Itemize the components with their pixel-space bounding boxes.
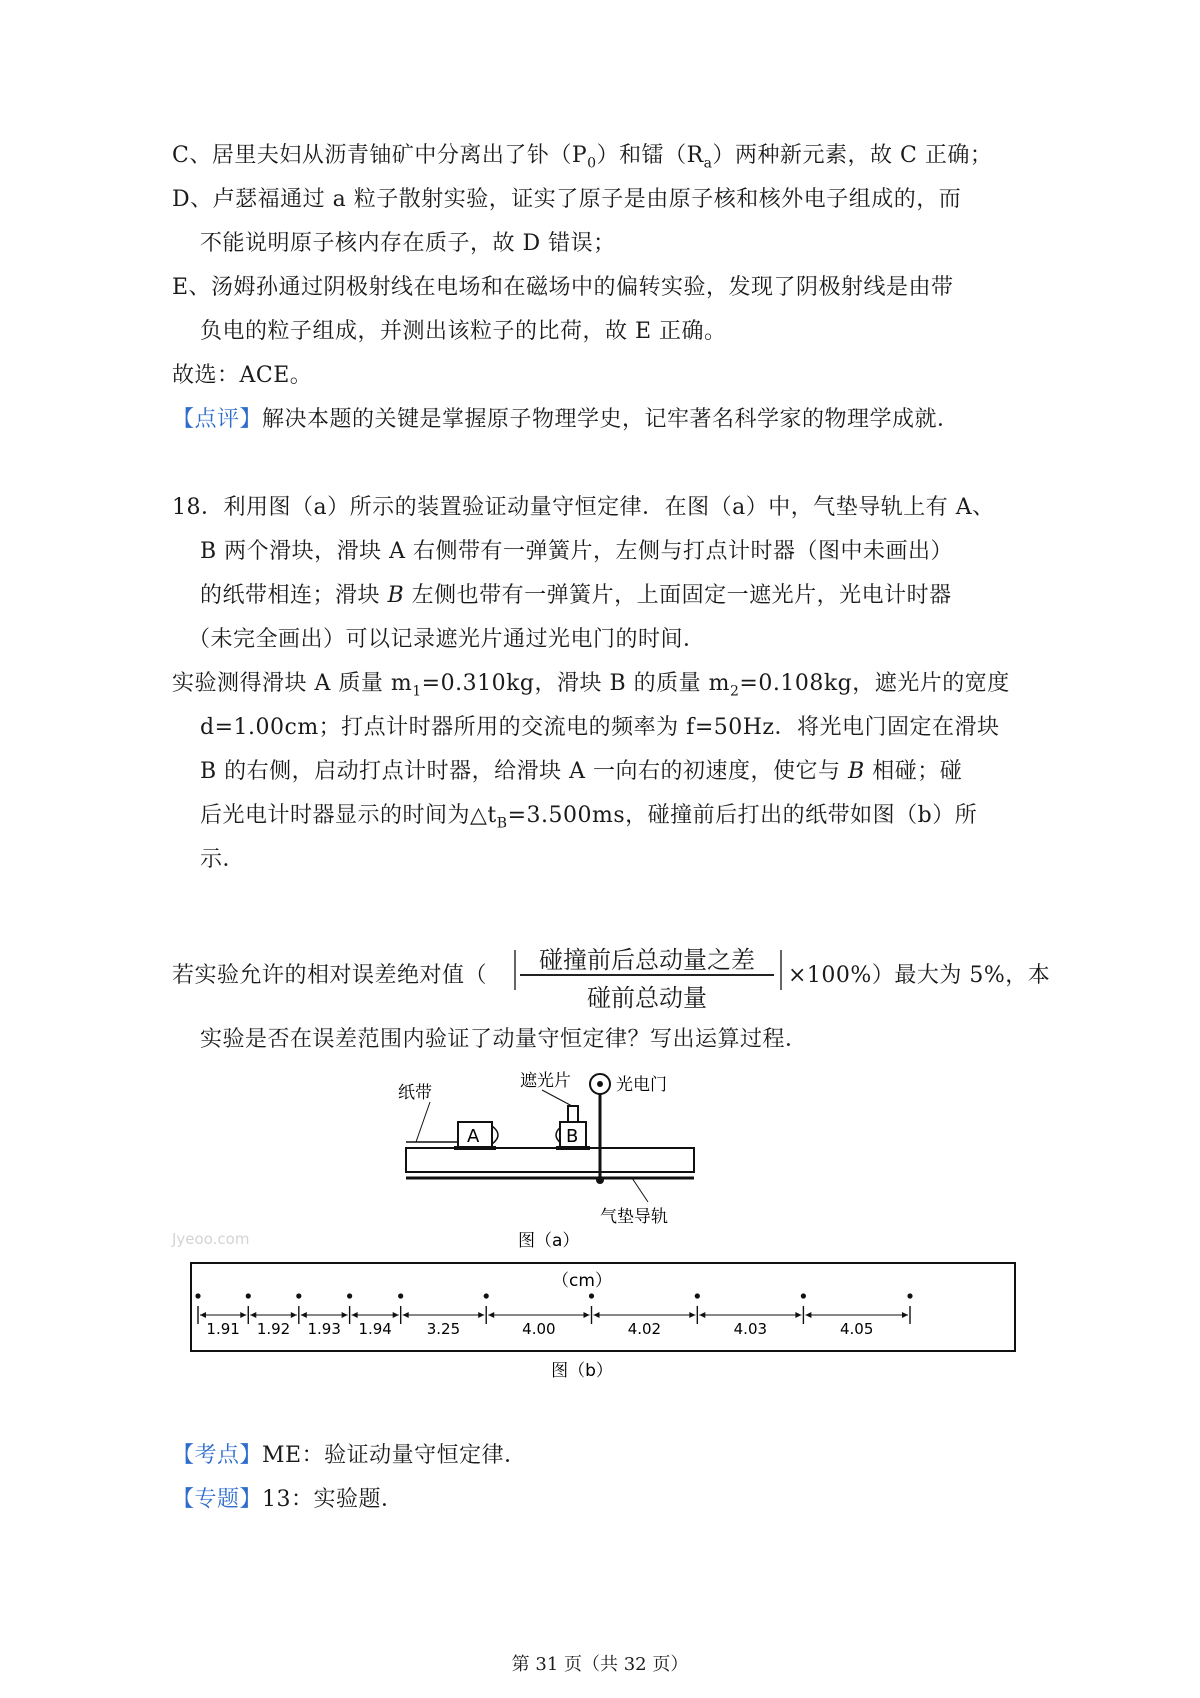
- block-a-label: A: [467, 1126, 480, 1147]
- unit-label: （cm）: [552, 1271, 612, 1291]
- subscript: 1: [412, 683, 422, 700]
- exp-line-5: 示．: [200, 847, 246, 872]
- label-photogate: 光电门: [616, 1075, 667, 1095]
- zhuanti-text: 13：实验题．: [262, 1487, 404, 1512]
- option-c-text-3: ）两种新元素，故 C 正确；: [712, 143, 993, 168]
- tol-line-2: 实验是否在误差范围内验证了动量守恒定律？写出运算过程．: [200, 1027, 808, 1052]
- exp-line-4b: =3.500ms，碰撞前后打出的纸带如图（b）所: [507, 803, 978, 828]
- exp-line-3: [200, 758, 962, 786]
- tape-dot: [907, 1293, 912, 1298]
- q18-line-3: [200, 582, 952, 610]
- q18-line-1: 18．利用图（a）所示的装置验证动量守恒定律．在图（a）中，气垫导轨上有 A、: [172, 495, 995, 520]
- option-e-line-2: 负电的粒子组成，并测出该粒子的比荷，故 E 正确。: [200, 319, 727, 344]
- fraction-bar: [520, 974, 774, 976]
- comment-line: [172, 406, 960, 434]
- exp-line-4a: 后光电计时器显示的时间为△t: [200, 803, 497, 828]
- exp-line-1: [172, 670, 1010, 698]
- exp-line-2: d=1.00cm；打点计时器所用的交流电的频率为 f=50Hz．将光电门固定在滑块: [200, 715, 1000, 740]
- tape-dot: [589, 1293, 594, 1298]
- exp-line-1b: =0.310kg，滑块 B 的质量 m: [421, 671, 730, 696]
- segment-label: 1.91: [206, 1320, 240, 1338]
- tape-dot: [246, 1293, 251, 1298]
- subscript: a: [703, 155, 713, 172]
- tape-dot: [484, 1293, 489, 1298]
- tape-dot: [398, 1293, 403, 1298]
- label-tape: 纸带: [398, 1083, 432, 1103]
- subscript: B: [496, 815, 508, 832]
- segment-label: 3.25: [426, 1320, 461, 1338]
- photogate-dot: [597, 1081, 603, 1087]
- tape-dot: [695, 1293, 700, 1298]
- label-shade: 遮光片: [520, 1071, 571, 1091]
- zhuanti-line: [172, 1486, 404, 1514]
- figure-a-caption: 图（a）: [518, 1231, 580, 1248]
- figure-a: [380, 1068, 720, 1248]
- q18-line-4: （未完全画出）可以记录遮光片通过光电门的时间．: [188, 627, 706, 652]
- answer-choice: 故选：ACE。: [172, 363, 313, 388]
- q18-line-3a: 的纸带相连；滑块: [200, 583, 388, 608]
- exp-line-3a: B 的右侧，启动打点计时器，给滑块 A 一向右的初速度，使它与: [200, 759, 849, 784]
- tol-suffix: ×100%）最大为 5%，本: [788, 963, 1051, 988]
- shade-leader: [542, 1090, 572, 1106]
- shade-plate: [568, 1106, 578, 1122]
- figure-b: [190, 1262, 1020, 1380]
- label-air-track: 气垫导轨: [600, 1207, 668, 1227]
- abs-bar-right: [780, 950, 782, 990]
- tape-dot: [296, 1293, 301, 1298]
- rail-leader: [632, 1178, 648, 1202]
- option-d-line-2: 不能说明原子核内存在质子，故 D 错误；: [200, 231, 616, 256]
- fraction-numerator: 碰撞前后总动量之差: [539, 946, 755, 974]
- tape-dot: [347, 1293, 352, 1298]
- tape-dot: [195, 1293, 200, 1298]
- comment-text: 解决本题的关键是掌握原子物理学史，记牢著名科学家的物理学成就．: [262, 407, 960, 432]
- option-e-line-1: E、汤姆孙通过阴极射线在电场和在磁场中的偏转实验，发现了阴极射线是由带: [172, 275, 954, 300]
- page-footer: 第 31 页（共 32 页）: [511, 1654, 689, 1675]
- block-b-label: B: [566, 1126, 579, 1147]
- kaodian-line: [172, 1442, 527, 1470]
- option-d-line-1: D、卢瑟福通过 a 粒子散射实验，证实了原子是由原子核和核外电子组成的，而: [172, 187, 962, 212]
- option-c-text-1: C、居里夫妇从沥青铀矿中分离出了钋（P: [172, 143, 588, 168]
- segment-label: 4.02: [627, 1320, 662, 1338]
- q18-line-3b: B: [387, 583, 405, 608]
- tol-prefix: 若实验允许的相对误差绝对值（: [172, 963, 488, 988]
- kaodian-tag: 【考点】: [172, 1443, 263, 1468]
- q18-line-3c: 左侧也带有一弹簧片，上面固定一遮光片，光电计时器: [404, 583, 952, 608]
- q18-line-2: B 两个滑块，滑块 A 右侧带有一弹簧片，左侧与打点计时器（图中未画出）: [200, 539, 954, 564]
- tape-dot: [801, 1293, 806, 1298]
- segment-label: 1.92: [256, 1320, 291, 1338]
- photogate-foot: [596, 1176, 604, 1184]
- exp-line-1a: 实验测得滑块 A 质量 m: [172, 671, 413, 696]
- segment-label: 4.03: [733, 1320, 768, 1338]
- exp-line-1c: =0.108kg，遮光片的宽度: [739, 671, 1010, 696]
- segment-label: 1.94: [358, 1320, 392, 1338]
- zhuanti-tag: 【专题】: [172, 1487, 263, 1512]
- segment-label: 1.93: [307, 1320, 341, 1338]
- subscript: 2: [730, 683, 740, 700]
- fraction-denominator: 碰前总动量: [587, 984, 707, 1012]
- exp-line-4: [200, 802, 977, 830]
- watermark: Jyeoo.com: [172, 1230, 250, 1248]
- exp-line-3b: B: [848, 759, 865, 784]
- abs-bar-left: [514, 950, 516, 990]
- figure-b-caption: 图（b）: [551, 1361, 613, 1380]
- kaodian-text: ME：验证动量守恒定律．: [262, 1443, 527, 1468]
- error-fraction: [520, 938, 774, 1012]
- option-c-line: [172, 142, 992, 170]
- exp-line-3c: 相碰；碰: [864, 759, 963, 784]
- subscript: 0: [587, 155, 597, 172]
- tape-leader: [416, 1102, 430, 1142]
- option-c-text-2: ）和镭（R: [596, 143, 704, 168]
- comment-tag: 【点评】: [172, 407, 263, 432]
- segment-label: 4.00: [522, 1320, 556, 1338]
- segment-label: 4.05: [839, 1320, 874, 1338]
- air-track: [406, 1148, 694, 1172]
